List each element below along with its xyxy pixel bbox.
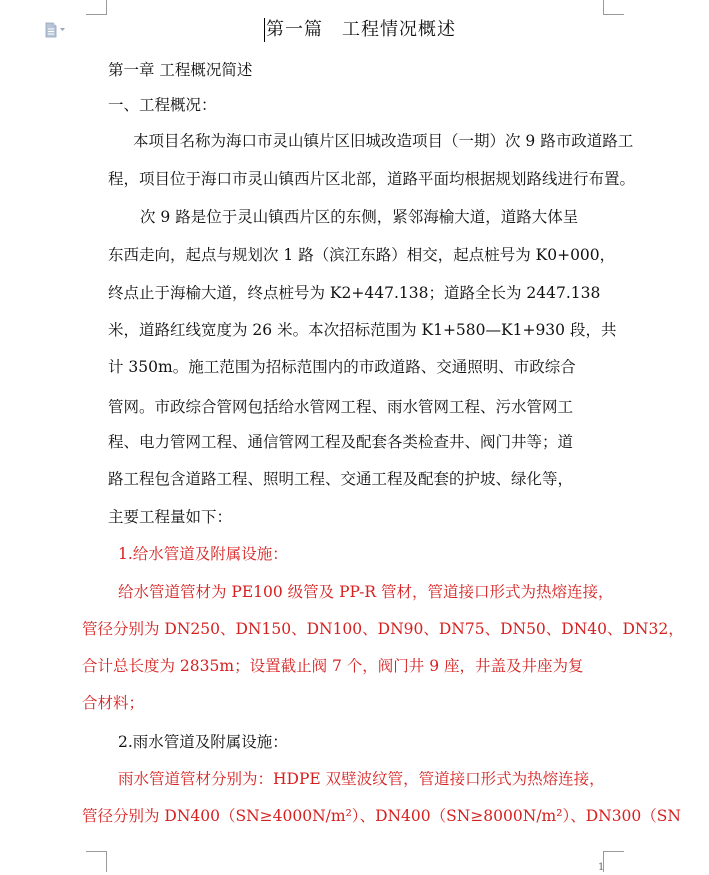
chapter-heading: 第一章 工程概况简述: [108, 61, 253, 79]
crop-mark-bottom-right: [603, 851, 624, 872]
paragraph-line: 次 9 路是位于灵山镇西片区的东侧，紧邻海榆大道，道路大体呈: [140, 208, 579, 226]
paragraph-line: 本项目名称为海口市灵山镇片区旧城改造项目（一期）次 9 路市政道路工: [133, 132, 634, 150]
paragraph-line: 程，项目位于海口市灵山镇西片区北部，道路平面均根据规划路线进行布置。: [108, 170, 636, 188]
document-title: 第一篇 工程情况概述: [266, 19, 456, 40]
paragraph-line: 管网。市政综合管网包括给水管网工程、雨水管网工程、污水管网工: [108, 398, 574, 416]
chevron-down-icon: [60, 28, 65, 31]
crop-mark-top-left: [86, 0, 107, 15]
paragraph-line: 计 350m。施工范围为招标范围内的市政道路、交通照明、市政综合: [108, 358, 576, 376]
item1-line: 管径分别为 DN250、DN150、DN100、DN90、DN75、DN50、DN40、DN32，: [82, 620, 684, 638]
item1-line: 合材料；: [82, 694, 145, 712]
text-cursor: [264, 18, 265, 42]
item1-heading: 1.给水管道及附属设施：: [118, 545, 288, 563]
page-number: 1: [598, 862, 605, 873]
paragraph-line: 终点止于海榆大道，终点桩号为 K2+447.138；道路全长为 2447.138: [108, 284, 601, 302]
paragraph-line: 主要工程量如下：: [108, 508, 233, 526]
item1-line: 合计总长度为 2835m；设置截止阀 7 个，阀门井 9 座，井盖及井座为复: [82, 657, 584, 675]
paragraph-line: 程、电力管网工程、通信管网工程及配套各类检查井、阀门井等；道: [108, 433, 574, 451]
item1-line: 给水管道管材为 PE100 级管及 PP-R 管材，管道接口形式为热熔连接，: [118, 583, 614, 601]
paragraph-line: 东西走向，起点与规划次 1 路（滨江东路）相交，起点桩号为 K0+000，: [108, 246, 616, 264]
item2-line: 管径分别为 DN400（SN≥4000N/m²）、DN400（SN≥8000N/m²）、DN300（SN: [82, 807, 681, 825]
paragraph-line: 米，道路红线宽度为 26 米。本次招标范围为 K1+580—K1+930 段，共: [108, 321, 617, 339]
item2-heading: 2.雨水管道及附属设施：: [118, 733, 288, 751]
section-heading: 一、工程概况：: [108, 96, 217, 114]
crop-mark-top-right: [603, 0, 624, 15]
crop-mark-bottom-left: [86, 851, 107, 872]
item2-line: 雨水管道管材分别为：HDPE 双壁波纹管，管道接口形式为热熔连接，: [118, 770, 605, 788]
paragraph-line: 路工程包含道路工程、照明工程、交通工程及配套的护坡、绿化等，: [108, 470, 574, 488]
document-icon[interactable]: [44, 22, 66, 38]
